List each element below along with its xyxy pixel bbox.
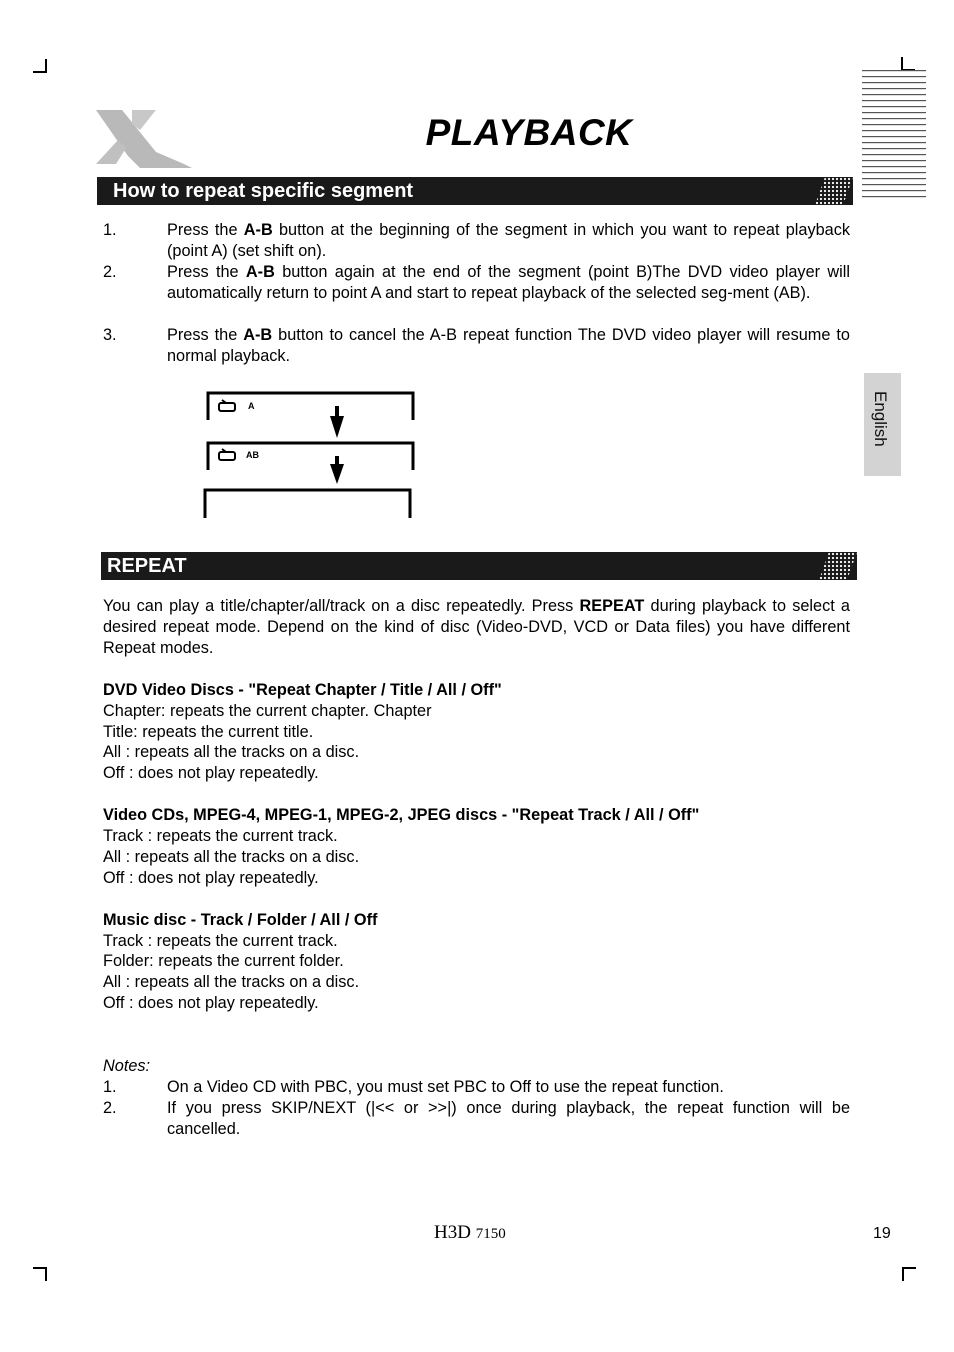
key-name: A-B bbox=[243, 326, 273, 344]
language-tab-label: English bbox=[871, 391, 890, 447]
page-number: 19 bbox=[873, 1225, 891, 1242]
mode-line: Chapter: repeats the current chapter. Chapter bbox=[103, 702, 432, 720]
list-item bbox=[103, 220, 850, 262]
repeat-intro: You can play a title/chapter/all/track on a disc repeatedly. Press REPEAT during playback to select a desired repeat mode. Depend on the kind of disc (Video-DVD, VCD or Data files) you have different Repeat modes. bbox=[103, 597, 850, 657]
mode-line: All : repeats all the tracks on a disc. bbox=[103, 743, 360, 761]
footer-model-logo bbox=[434, 1222, 506, 1244]
vcd-modes-heading: Video CDs, MPEG-4, MPEG-1, MPEG-2, JPEG discs - "Repeat Track / All / Off" bbox=[103, 806, 700, 824]
list-text: Press the A-B button to cancel the A-B repeat function The DVD video player will resume to normal playback. bbox=[167, 326, 850, 365]
mode-line: All : repeats all the tracks on a disc. bbox=[103, 973, 360, 991]
section-heading-text: How to repeat specific segment bbox=[113, 180, 414, 202]
list-number: 1. bbox=[103, 221, 117, 239]
repeat-icon bbox=[219, 400, 235, 460]
key-name: A-B bbox=[245, 263, 275, 281]
notes-label: Notes: bbox=[103, 1057, 151, 1075]
ab-repeat-diagram bbox=[200, 388, 420, 523]
page-title: PLAYBACK bbox=[425, 112, 633, 153]
halftone-pattern bbox=[815, 177, 853, 205]
list-number: 2. bbox=[103, 1099, 117, 1117]
decorative-stripes bbox=[862, 70, 928, 200]
mode-line: Off : does not play repeatedly. bbox=[103, 764, 319, 782]
note-item bbox=[103, 1098, 850, 1140]
list-number: 3. bbox=[103, 326, 117, 344]
footer-brand: H3D bbox=[434, 1222, 471, 1243]
mode-line: Track : repeats the current track. bbox=[103, 827, 338, 845]
crop-mark-bottom-right bbox=[902, 1267, 916, 1281]
note-text: On a Video CD with PBC, you must set PBC to Off to use the repeat function. bbox=[167, 1078, 724, 1096]
list-text: Press the A-B button at the beginning of the segment in which you want to repeat playback (point A) (set shift on). bbox=[167, 221, 850, 260]
language-tab bbox=[864, 373, 901, 476]
mode-line: Track : repeats the current track. bbox=[103, 932, 338, 950]
mode-line: Off : does not play repeatedly. bbox=[103, 869, 319, 887]
section-heading-repeat bbox=[101, 552, 857, 580]
mode-line: Title: repeats the current title. bbox=[103, 723, 314, 741]
list-item bbox=[103, 262, 850, 325]
list-number: 2. bbox=[103, 263, 117, 281]
music-modes-heading: Music disc - Track / Folder / All / Off bbox=[103, 911, 378, 929]
section-heading-text: REPEAT bbox=[107, 555, 187, 577]
mode-line: Folder: repeats the current folder. bbox=[103, 952, 344, 970]
list-item bbox=[103, 325, 850, 367]
dvd-modes-heading: DVD Video Discs - "Repeat Chapter / Title / All / Off" bbox=[103, 681, 502, 699]
key-name: A-B bbox=[243, 221, 273, 239]
list-number: 1. bbox=[103, 1078, 117, 1096]
note-item bbox=[103, 1077, 850, 1098]
brand-x-logo bbox=[96, 108, 192, 172]
down-arrow-icon bbox=[330, 406, 344, 484]
section-heading-ab-repeat bbox=[97, 177, 853, 205]
footer-model: 7150 bbox=[475, 1226, 506, 1242]
crop-mark-bottom-left bbox=[33, 1267, 47, 1281]
note-text: If you press SKIP/NEXT (|<< or >>|) once during playback, the repeat function will be cancelled. bbox=[167, 1099, 850, 1138]
crop-mark-top-left bbox=[33, 59, 47, 73]
diagram-label-ab: AB bbox=[246, 450, 259, 460]
key-name: REPEAT bbox=[579, 597, 645, 615]
crop-mark-top-right bbox=[901, 57, 915, 71]
halftone-pattern bbox=[819, 552, 857, 580]
mode-line: All : repeats all the tracks on a disc. bbox=[103, 848, 360, 866]
mode-line: Off : does not play repeatedly. bbox=[103, 994, 319, 1012]
list-text: Press the A-B button again at the end of the segment (point B)The DVD video player will automatically return to point A and start to repeat playback of the selected seg-ment (AB). bbox=[167, 263, 850, 302]
diagram-label-a: A bbox=[248, 401, 255, 411]
